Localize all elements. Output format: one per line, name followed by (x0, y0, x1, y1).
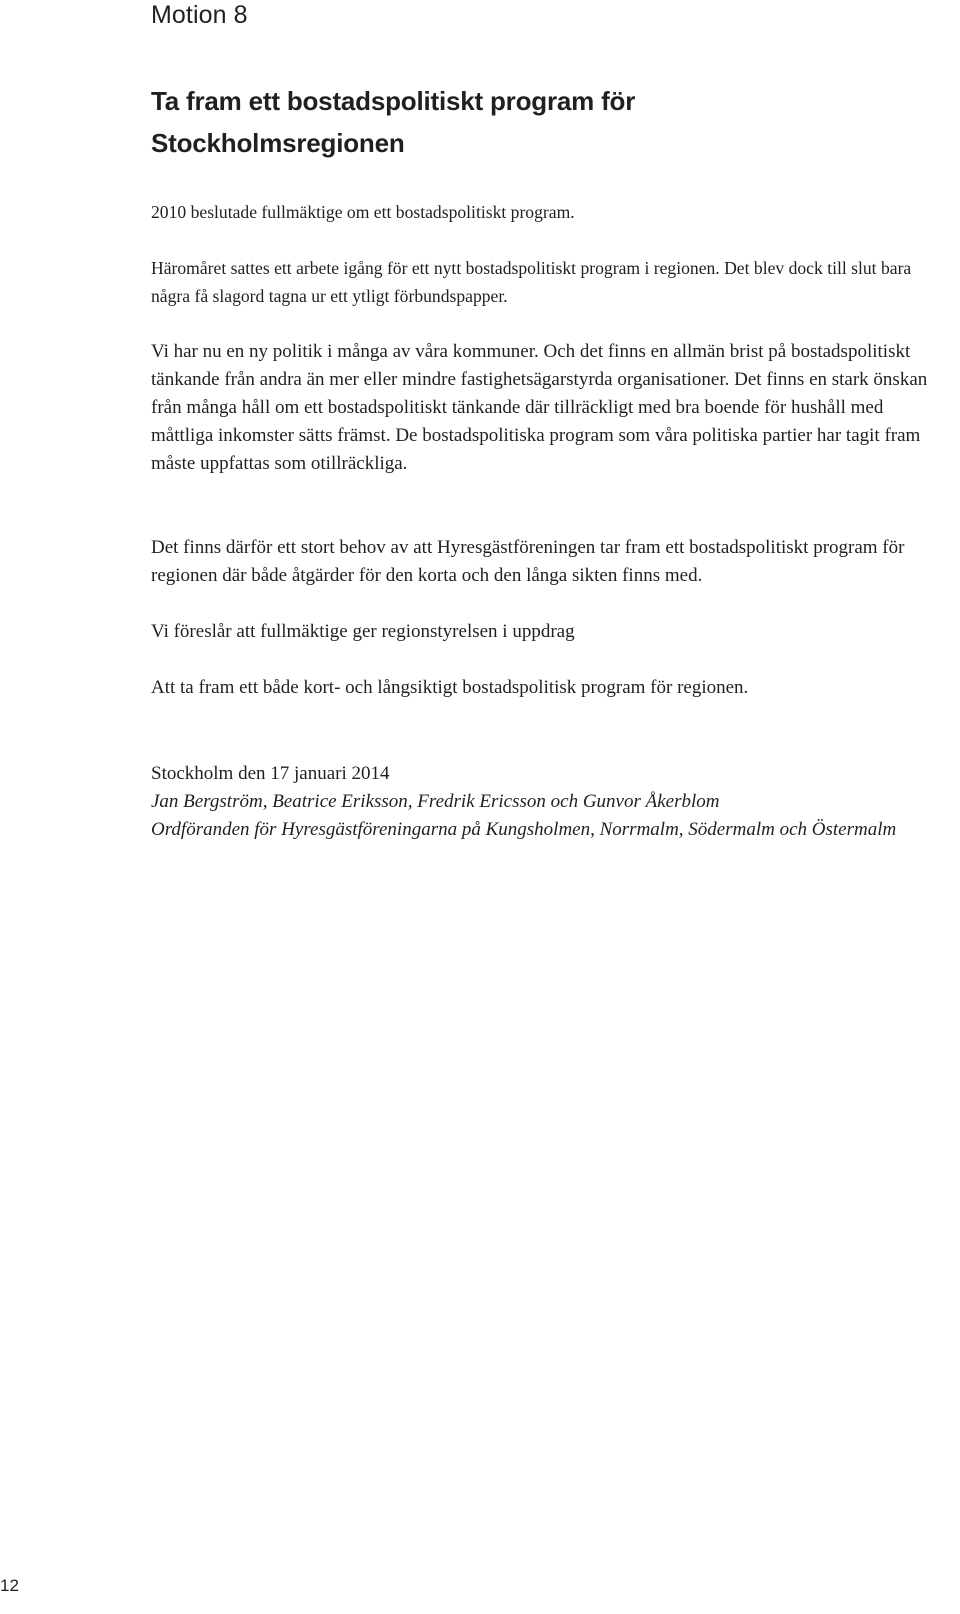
signature-role: Ordföranden för Hyresgästföreningarna på Kungsholmen, Norrmalm, Södermalm och Östermalm (151, 819, 897, 840)
paragraph-6: Att ta fram ett både kort- och långsiktigt bostadspolitisk program för regionen. (151, 677, 749, 698)
paragraph-3: Vi har nu en ny politik i många av våra kommuner. Och det finns en allmän brist på bostadspolitiskt tänkande från andra än mer eller mindre fastighetsägarstyrda organisationer. Det finns en stark önskan från många håll om ett bostadspolitiskt tänkande där tillräckligt med bra boende för hushåll med måttliga inkomster sätts främst. De bostadspolitiska program som våra politiska partier har tagit fram måste uppfattas som otillräckliga. (151, 341, 928, 474)
signature-names: Jan Bergström, Beatrice Eriksson, Fredrik Ericsson och Gunvor Åkerblom (151, 791, 720, 812)
motion-title-line-2: Stockholmsregionen (151, 128, 405, 158)
motion-title-line-1: Ta fram ett bostadspolitiskt program för (151, 86, 636, 116)
page-number: 12 (0, 1576, 19, 1595)
paragraph-1: 2010 beslutade fullmäktige om ett bostadspolitiskt program. (151, 202, 575, 222)
paragraph-2: Häromåret sattes ett arbete igång för ett nytt bostadspolitiskt program i regionen. Det blev dock till slut bara några få slagord tagna ur ett ytligt förbundspapper. (151, 258, 912, 306)
paragraph-4: Det finns därför ett stort behov av att Hyresgästföreningen tar fram ett bostadspolitiskt program för regionen där både åtgärder för den korta och den långa sikten finns med. (151, 537, 905, 586)
section-label: Motion 8 (151, 1, 248, 29)
signature-place-date: Stockholm den 17 januari 2014 (151, 763, 390, 784)
signature-block (151, 760, 936, 844)
motion-title (151, 80, 851, 164)
paragraph-5: Vi föreslår att fullmäktige ger regionstyrelsen i uppdrag (151, 621, 575, 642)
